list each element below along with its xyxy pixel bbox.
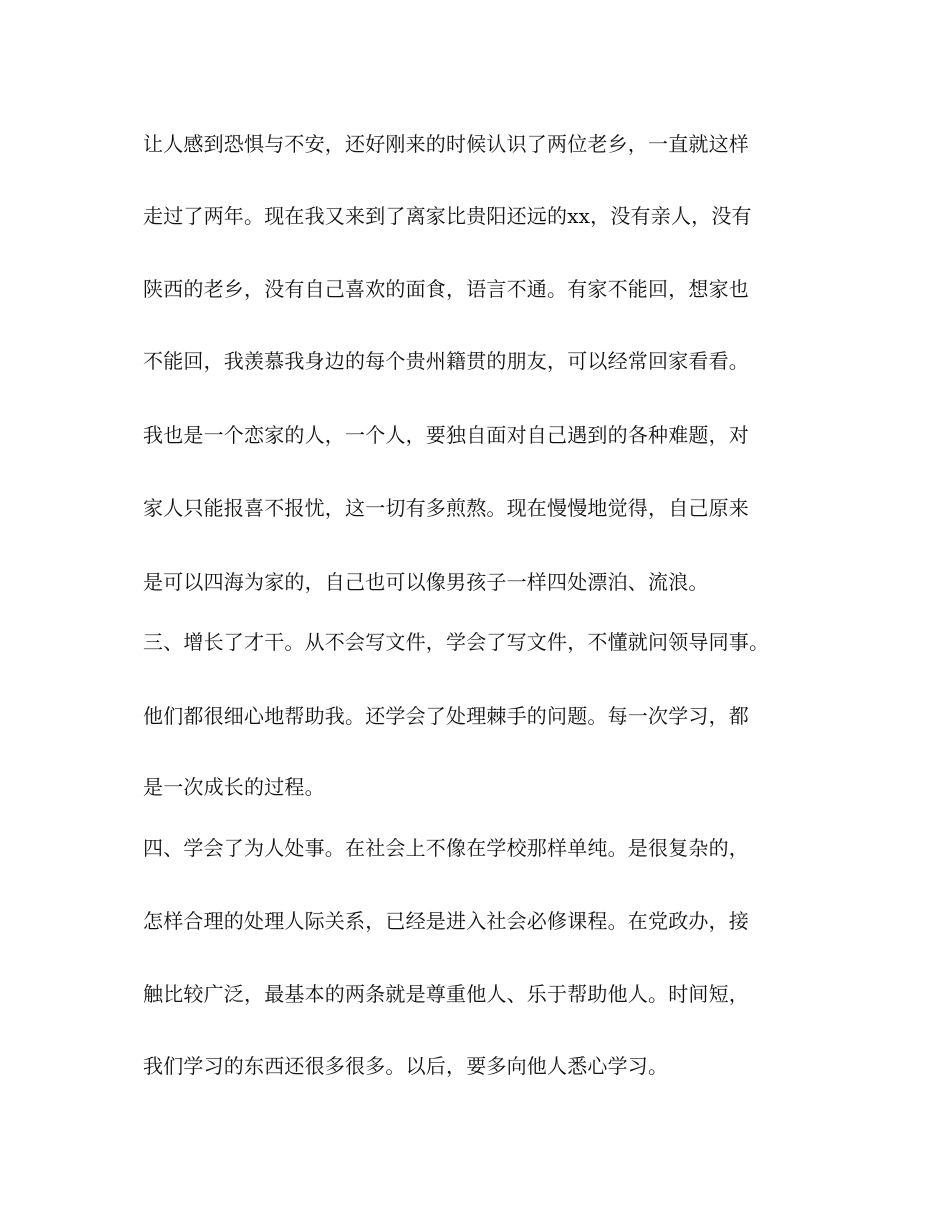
paragraph-line: 是可以四海为家的，自己也可以像男孩子一样四处漂泊、流浪。 [143,570,709,594]
section-heading-line: 四、学会了为人处事。在社会上不像在学校那样单纯。是很复杂的， [143,836,749,860]
paragraph-line: 怎样合理的处理人际关系，已经是进入社会必修课程。在党政办，接 [143,909,749,933]
paragraph-line: 他们都很细心地帮助我。还学会了处理棘手的问题。每一次学习，都 [143,704,749,728]
paragraph-line: 我们学习的东西还很多很多。以后，要多向他人悉心学习。 [143,1054,669,1078]
section-heading-line: 三、增长了才干。从不会写文件，学会了写文件，不懂就问领导同事。 [143,630,770,654]
paragraph-line: 不能回，我羡慕我身边的每个贵州籍贯的朋友，可以经常回家看看。 [143,349,749,373]
paragraph-line: 触比较广泛，最基本的两条就是尊重他人、乐于帮助他人。时间短， [143,982,749,1006]
paragraph-line: 家人只能报喜不报忧，这一切有多煎熬。现在慢慢地觉得，自己原来 [143,496,749,520]
paragraph-line: 让人感到恐惧与不安，还好刚来的时候认识了两位老乡，一直就这样 [143,132,749,156]
paragraph-line: 是一次成长的过程。 [143,775,325,799]
paragraph-line: 我也是一个恋家的人，一个人，要独自面对自己遇到的各种难题，对 [143,423,749,447]
paragraph-line: 走过了两年。现在我又来到了离家比贵阳还远的xx，没有亲人，没有 [143,204,752,228]
paragraph-line: 陕西的老乡，没有自己喜欢的面食，语言不通。有家不能回，想家也 [143,277,749,301]
